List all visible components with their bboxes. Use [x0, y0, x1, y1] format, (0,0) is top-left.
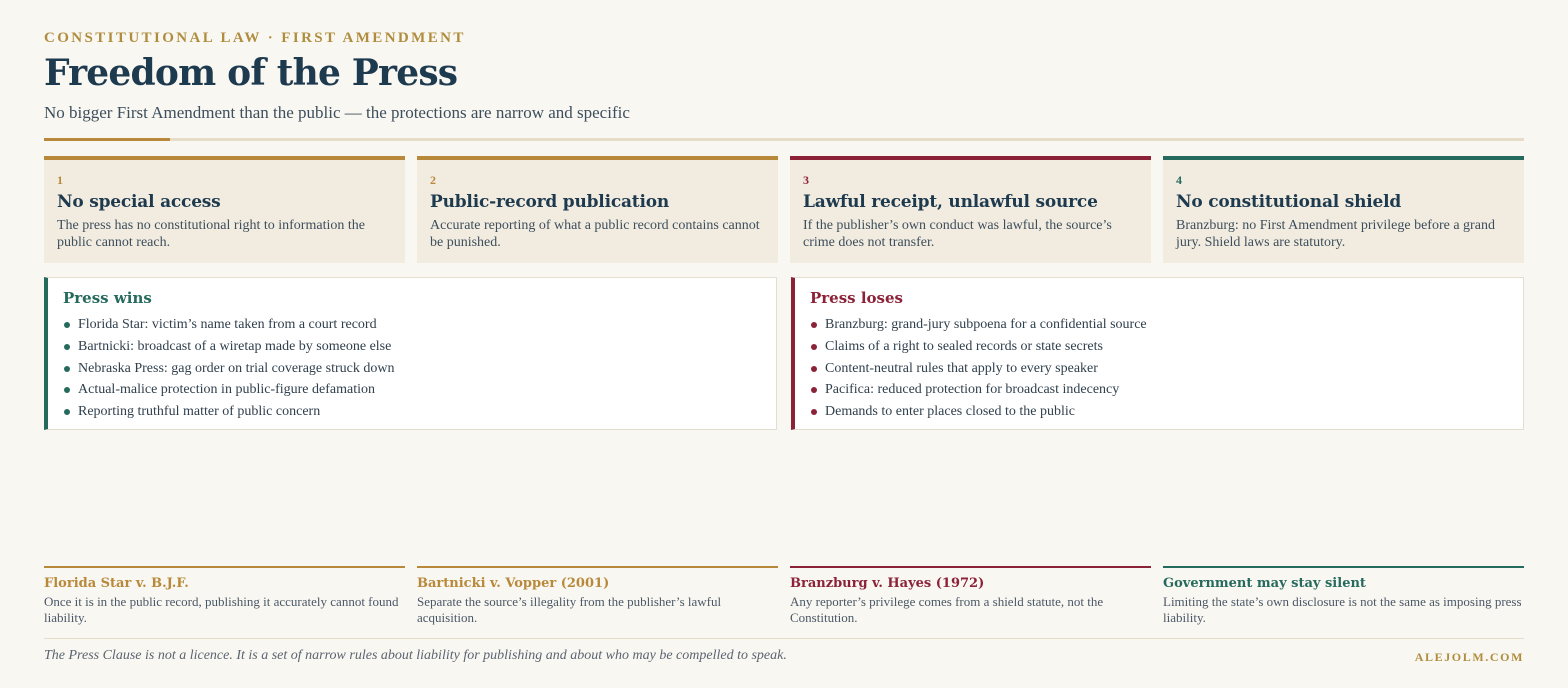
case-summary-4 [1163, 566, 1524, 626]
principle-number: 4 [1176, 173, 1182, 187]
list-item [63, 314, 762, 336]
case-summary-3 [790, 566, 1151, 626]
list-item-text: Bartnicki: broadcast of a wiretap made by someone else [78, 338, 392, 354]
case-name: Government may stay silent [1163, 576, 1366, 591]
list-item [810, 358, 1509, 380]
list-item [810, 336, 1509, 358]
list-item [63, 379, 762, 401]
principle-cards [44, 156, 1524, 263]
case-text: Limiting the state’s own disclosure is not the same as imposing press liability. [1163, 594, 1522, 625]
case-text: Any reporter’s privilege comes from a shield statute, not the Constitution. [790, 594, 1104, 625]
footer-divider [44, 638, 1524, 639]
case-name: Branzburg v. Hayes (1972) [790, 576, 985, 591]
principle-card-1 [44, 156, 405, 263]
principle-title: Public-record publication [430, 192, 670, 212]
case-summary-1 [44, 566, 405, 626]
list-item-text: Demands to enter places closed to the public [825, 404, 1075, 420]
bullet-dot-icon [64, 409, 70, 415]
principle-card-4 [1163, 156, 1524, 263]
list-item-text: Nebraska Press: gag order on trial coverage struck down [78, 360, 395, 376]
principle-text: Accurate reporting of what a public record contains cannot be punished. [430, 218, 760, 250]
principle-card-2 [417, 156, 778, 263]
press-wins-list [63, 314, 762, 423]
bullet-dot-icon [811, 387, 817, 393]
case-summary-2 [417, 566, 778, 626]
kicker: CONSTITUTIONAL LAW · FIRST AMENDMENT [44, 30, 466, 46]
press-loses-title: Press loses [810, 289, 903, 307]
principle-text: The press has no constitutional right to information the public cannot reach. [57, 218, 365, 250]
principle-number: 1 [57, 173, 63, 187]
press-wins-title: Press wins [63, 289, 152, 307]
list-item [63, 401, 762, 423]
bullet-dot-icon [64, 387, 70, 393]
principle-title: No special access [57, 192, 221, 212]
principle-text: Branzburg: no First Amendment privilege before a grand jury. Shield laws are statutory. [1176, 218, 1495, 250]
bullet-dot-icon [64, 322, 70, 328]
principle-title: Lawful receipt, unlawful source [803, 192, 1098, 212]
case-name: Bartnicki v. Vopper (2001) [417, 576, 610, 591]
bullet-dot-icon [811, 344, 817, 350]
bullet-dot-icon [64, 344, 70, 350]
case-name: Florida Star v. B.J.F. [44, 576, 189, 591]
list-item [810, 401, 1509, 423]
bullet-dot-icon [811, 366, 817, 372]
bullet-dot-icon [811, 322, 817, 328]
press-wins-panel [44, 277, 777, 430]
bullet-dot-icon [811, 409, 817, 415]
list-item-text: Content-neutral rules that apply to every speaker [825, 360, 1098, 376]
footer-note: The Press Clause is not a licence. It is a set of narrow rules about liability for publishing and about who may be compelled to speak. [44, 648, 787, 663]
list-item [810, 314, 1509, 336]
header-divider [44, 138, 1524, 141]
press-loses-panel [791, 277, 1524, 430]
principle-card-3 [790, 156, 1151, 263]
list-item-text: Reporting truthful matter of public concern [78, 404, 321, 420]
list-item [63, 358, 762, 380]
case-summaries [44, 566, 1524, 628]
page-title: Freedom of the Press [44, 52, 458, 94]
bullet-dot-icon [64, 366, 70, 372]
list-item [63, 336, 762, 358]
page-subtitle: No bigger First Amendment than the public — the protections are narrow and specific [44, 103, 630, 122]
press-loses-list [810, 314, 1509, 423]
header-divider-accent [44, 138, 170, 141]
principle-title: No constitutional shield [1176, 192, 1402, 212]
page [44, 0, 1524, 688]
list-item-text: Claims of a right to sealed records or state secrets [825, 338, 1103, 354]
principle-text: If the publisher’s own conduct was lawful, the source’s crime does not transfer. [803, 218, 1112, 250]
case-text: Separate the source’s illegality from the publisher’s lawful acquisition. [417, 594, 722, 625]
list-item-text: Pacifica: reduced protection for broadcast indecency [825, 382, 1120, 398]
case-text: Once it is in the public record, publishing it accurately cannot found liability. [44, 594, 399, 625]
list-item-text: Branzburg: grand-jury subpoena for a confidential source [825, 317, 1147, 332]
principle-number: 2 [430, 173, 436, 187]
principle-number: 3 [803, 173, 809, 187]
footer-brand-link[interactable]: ALEJOLM.COM [1414, 650, 1524, 664]
list-item-text: Florida Star: victim’s name taken from a court record [78, 317, 377, 332]
list-item-text: Actual-malice protection in public-figure defamation [78, 382, 375, 398]
list-item [810, 379, 1509, 401]
